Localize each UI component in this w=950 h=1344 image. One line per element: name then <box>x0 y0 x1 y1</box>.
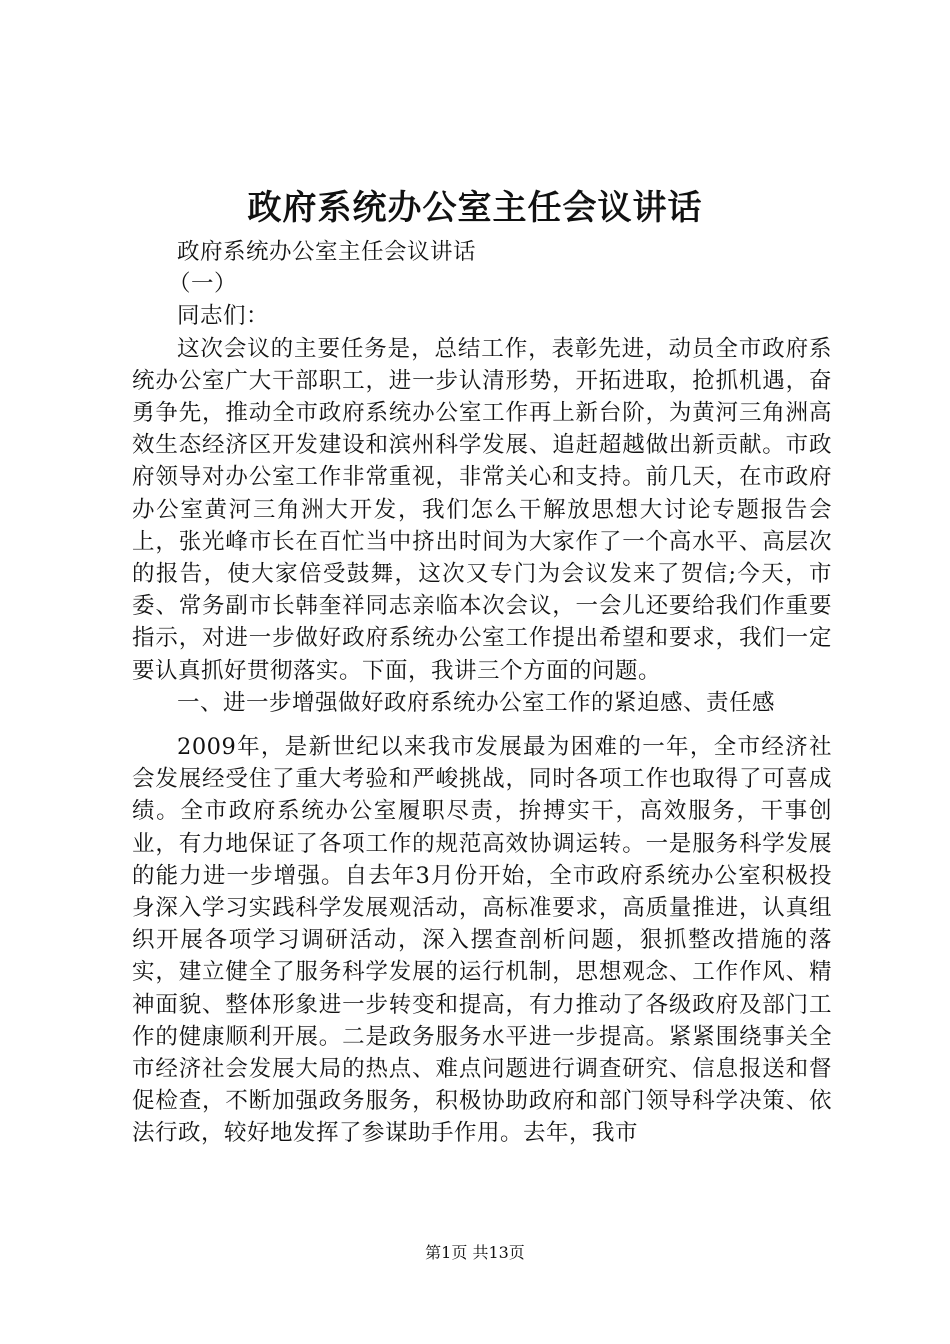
paragraph-intro: 这次会议的主要任务是，总结工作，表彰先进，动员全市政府系统办公室广大干部职工，进一步认清形势，开拓进取，抢抓机遇，奋勇争先，推动全市政府系统办公室工作再上新台阶，为黄河三角洲高效生态经济区开发建设和滨州科学发展、追赶超越做出新贡献。市政府领导对办公室工作非常重视，非常关心和支持。前几天，在市政府办公室黄河三角洲大开发，我们怎么干解放思想大讨论专题报告会上，张光峰市长在百忙当中挤出时间为大家作了一个高水平、高层次的报告，使大家倍受鼓舞，这次又专门为会议发来了贺信;今天，市委、常务副市长韩奎祥同志亲临本次会议，一会儿还要给我们作重要指示，对进一步做好政府系统办公室工作提出希望和要求，我们一定要认真抓好贯彻落实。下面，我讲三个方面的问题。 <box>132 335 832 684</box>
document-body <box>132 236 832 1150</box>
paragraph-section-number: （一） <box>168 271 238 298</box>
document-title: 政府系统办公室主任会议讲话 <box>247 188 703 228</box>
paragraph-heading-one: 一、进一步增强做好政府系统办公室工作的紧迫感、责任感 <box>177 689 776 716</box>
paragraph-body-2009: 2009年，是新世纪以来我市发展最为困难的一年，全市经济社会发展经受住了重大考验和严峻挑战，同时各项工作也取得了可喜成绩。全市政府系统办公室履职尽责，拚搏实干，高效服务，干事创业，有力地保证了各项工作的规范高效协调运转。一是服务科学发展的能力进一步增强。自去年3月份开始，全市政府系统办公室积极投身深入学习实践科学发展观活动，高标准要求，高质量推进，认真组织开展各项学习调研活动，深入摆查剖析问题，狠抓整改措施的落实，建立健全了服务科学发展的运行机制，思想观念、工作作风、精神面貌、整体形象进一步转变和提高，有力推动了各级政府及部门工作的健康顺利开展。二是政务服务水平进一步提高。紧紧围绕事关全市经济社会发展大局的热点、难点问题进行调查研究、信息报送和督促检查，不断加强政务服务，积极协助政府和部门领导科学决策、依法行政，较好地发挥了参谋助手作用。去年，我市 <box>132 734 832 1147</box>
paragraph-subtitle: 政府系统办公室主任会议讲话 <box>177 239 477 265</box>
paragraph-salutation: 同志们： <box>177 303 270 330</box>
page-number-footer: 第1页 共13页 <box>425 1243 525 1262</box>
